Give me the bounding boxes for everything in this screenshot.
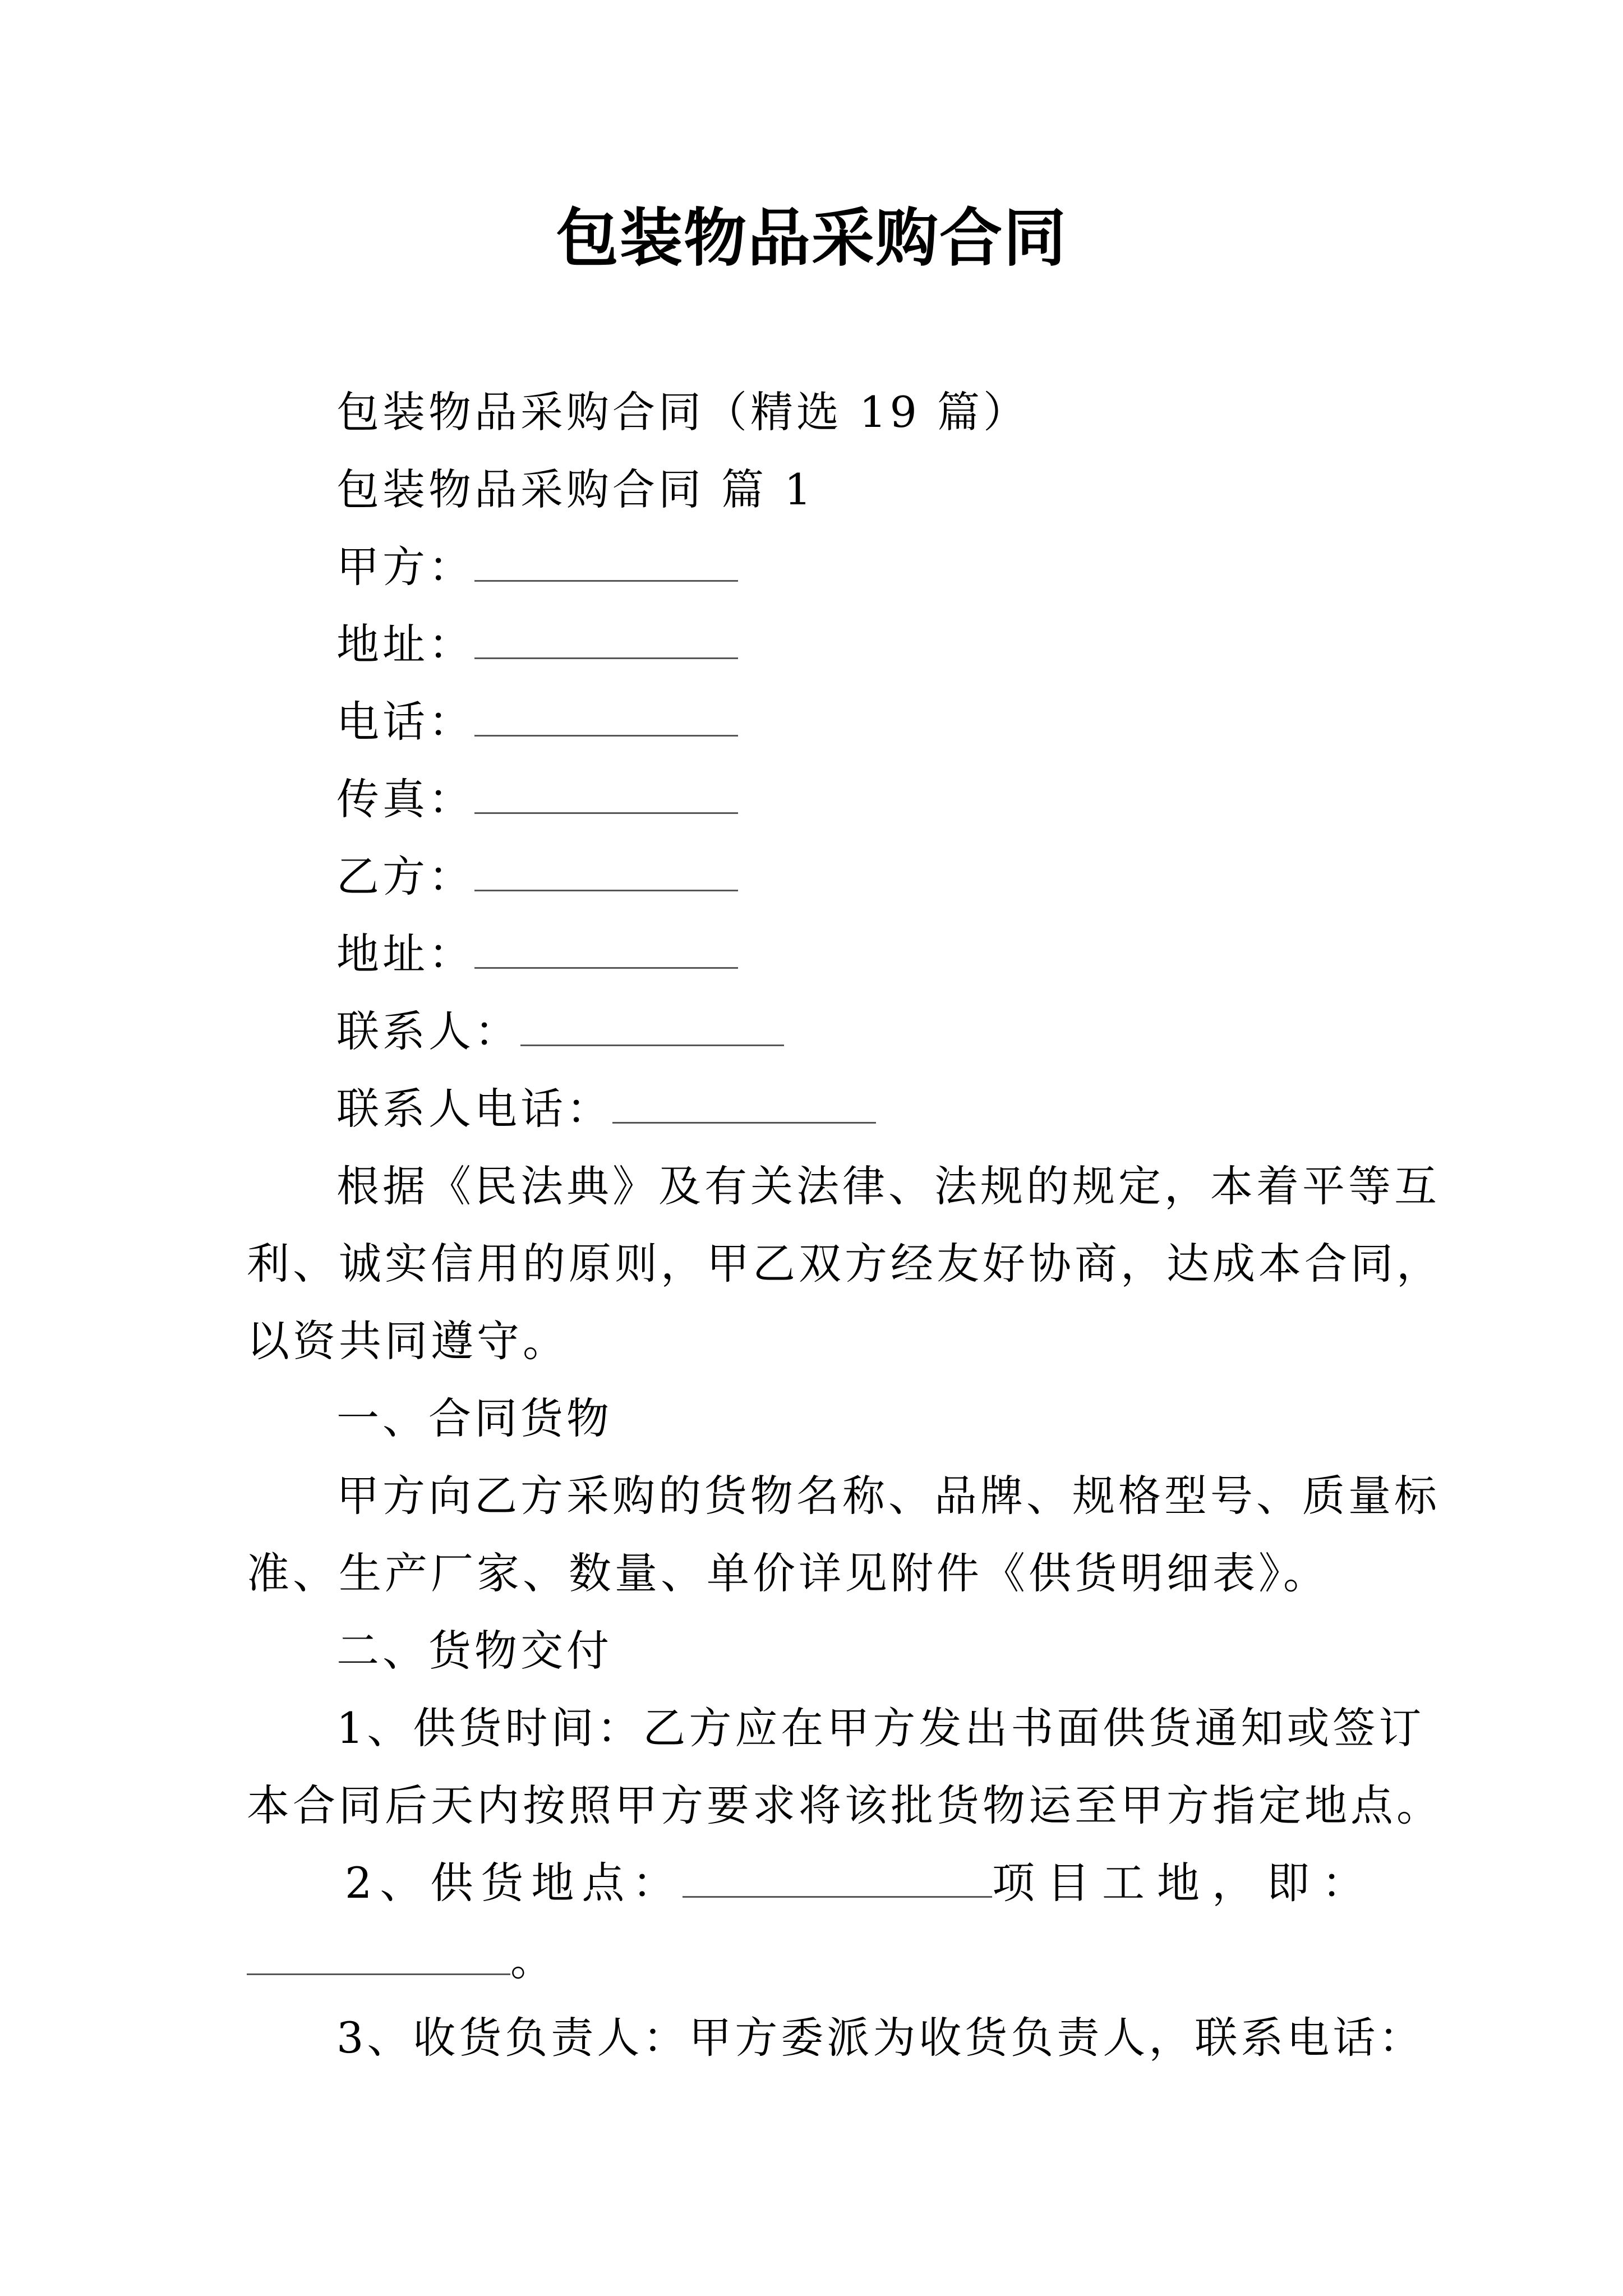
field-party-b <box>336 846 738 908</box>
field-party-a <box>336 536 738 598</box>
intro-line-1: 根据《民法典》及有关法律、法规的规定，本着平等互 <box>336 1161 1440 1211</box>
document-title: 包装物品采购合同 <box>556 201 1067 275</box>
field-label: 联系人： <box>336 1006 520 1056</box>
field-label: 联系人电话： <box>336 1084 612 1134</box>
section1-heading: 一、合同货物 <box>336 1393 612 1443</box>
field-label: 甲方： <box>336 542 474 592</box>
field-phone <box>336 691 738 753</box>
blank-line <box>247 1939 510 1975</box>
period-text: 。 <box>510 1935 556 1985</box>
section2-item3: 3、收货负责人：甲方委派为收货负责人，联系电话： <box>336 2013 1425 2063</box>
field-label: 电话： <box>336 697 474 747</box>
blank-line <box>474 545 738 582</box>
blank-line <box>474 855 738 891</box>
blank-line <box>683 1861 992 1898</box>
section1-line-1: 甲方向乙方采购的货物名称、品牌、规格型号、质量标 <box>336 1471 1440 1521</box>
blank-line <box>474 932 738 969</box>
field-address-b <box>336 923 738 985</box>
supply-location-label: 2、供货地点： <box>345 1858 683 1908</box>
section2-item1-line-1: 1、供货时间：乙方应在甲方发出书面供货通知或签订 <box>336 1703 1425 1753</box>
field-label: 乙方： <box>336 852 474 901</box>
blank-line <box>474 777 738 814</box>
field-contact <box>336 1001 784 1062</box>
document-subtitle: 包装物品采购合同（精选 19 篇） <box>336 387 1030 437</box>
field-label: 地址： <box>336 929 474 979</box>
blank-line <box>612 1087 876 1124</box>
field-address-a <box>336 614 738 675</box>
blank-line <box>520 1010 784 1046</box>
field-label: 地址： <box>336 619 474 669</box>
field-label: 传真： <box>336 774 474 824</box>
intro-line-2: 利、诚实信用的原则，甲乙双方经友好协商，达成本合同， <box>247 1239 1442 1289</box>
project-site-text: 项目工地，即： <box>992 1858 1377 1908</box>
section2-item1-line-2: 本合同后天内按照甲方要求将该批货物运至甲方指定地点。 <box>247 1780 1442 1830</box>
blank-line <box>474 700 738 737</box>
section1-line-2: 准、生产厂家、数量、单价详见附件《供货明细表》。 <box>247 1548 1329 1598</box>
field-fax <box>336 769 738 830</box>
section-heading: 包装物品采购合同 篇 1 <box>336 464 815 514</box>
section2-item2-line-2 <box>247 1930 556 1991</box>
section2-item2-line-1 <box>345 1852 1377 1914</box>
blank-line <box>474 623 738 659</box>
section2-heading: 二、货物交付 <box>336 1626 612 1676</box>
field-contact-phone <box>336 1078 876 1140</box>
intro-line-3: 以资共同遵守。 <box>247 1316 569 1366</box>
